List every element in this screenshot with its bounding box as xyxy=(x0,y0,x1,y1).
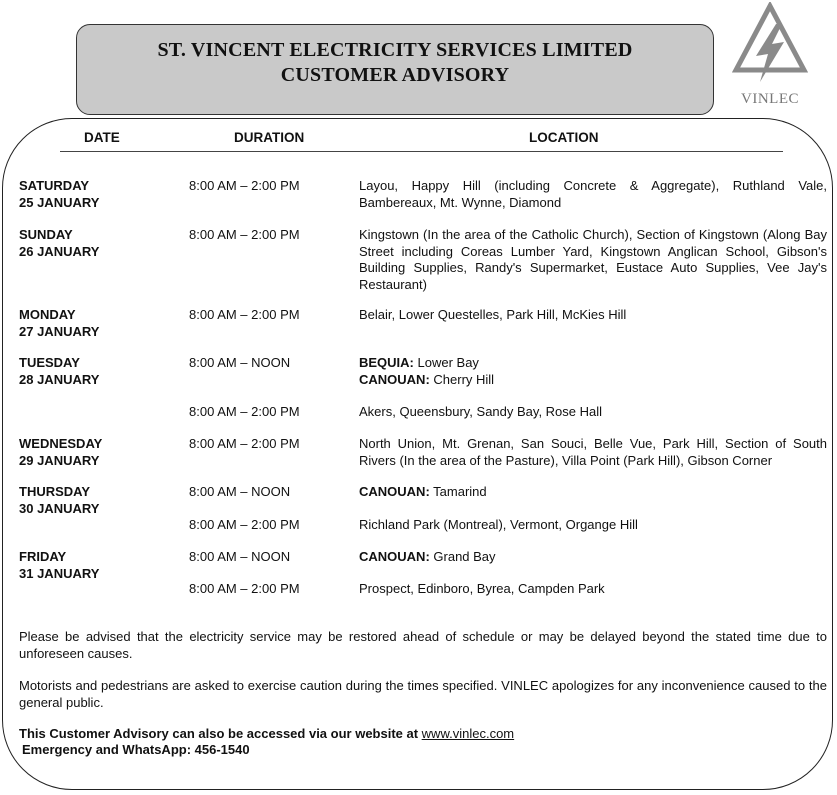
schedule-time: 8:00 AM – 2:00 PM xyxy=(189,436,300,451)
logo-text: VINLEC xyxy=(741,91,799,107)
schedule-location: Richland Park (Montreal), Vermont, Organge Hill xyxy=(359,517,638,532)
emergency-contact: Emergency and WhatsApp: 456-1540 xyxy=(22,742,250,757)
schedule-time: 8:00 AM – NOON xyxy=(189,484,291,499)
island-location: Grand Bay xyxy=(429,549,496,564)
day-date: 31 JANUARY xyxy=(19,565,100,581)
column-header-date: DATE xyxy=(84,130,120,145)
schedule-day xyxy=(19,355,169,388)
safety-notice: Motorists and pedestrians are asked to exercise caution during the times specified. VINLEC apologizes for any inconvenience caused to the general public. xyxy=(19,678,827,710)
day-name: WEDNESDAY xyxy=(19,436,103,451)
website-notice xyxy=(19,726,827,743)
day-name: SATURDAY xyxy=(19,178,90,193)
day-name: SUNDAY xyxy=(19,227,73,242)
day-name: THURSDAY xyxy=(19,484,91,499)
schedule-time: 8:00 AM – 2:00 PM xyxy=(189,178,300,193)
schedule-day xyxy=(19,549,169,582)
island-location: Tamarind xyxy=(429,484,487,499)
schedule-time: 8:00 AM – NOON xyxy=(189,549,291,564)
island-label: CANOUAN: xyxy=(359,371,430,387)
island-label: CANOUAN: xyxy=(359,484,430,499)
schedule-time: 8:00 AM – 2:00 PM xyxy=(189,404,300,419)
schedule-day xyxy=(19,307,169,340)
island-location: Cherry Hill xyxy=(429,371,495,387)
schedule-location: Belair, Lower Questelles, Park Hill, McKies Hill xyxy=(359,307,627,322)
schedule-location xyxy=(359,549,827,566)
advisory-header xyxy=(76,24,714,115)
schedule-location: Akers, Queensbury, Sandy Bay, Rose Hall xyxy=(359,404,603,419)
schedule-time: 8:00 AM – 2:00 PM xyxy=(189,307,300,322)
schedule-day xyxy=(19,484,169,517)
company-name: ST. VINCENT ELECTRICITY SERVICES LIMITED xyxy=(157,39,633,61)
day-date: 26 JANUARY xyxy=(19,243,100,259)
website-prefix: This Customer Advisory can also be accessed via our website at xyxy=(19,726,422,741)
island-location: Lower Bay xyxy=(413,355,479,370)
schedule-day xyxy=(19,178,169,211)
schedule-day xyxy=(19,436,169,469)
column-header-location: LOCATION xyxy=(529,130,599,145)
website-link[interactable]: www.vinlec.com xyxy=(421,726,515,741)
day-date: 28 JANUARY xyxy=(19,371,100,387)
schedule-disclaimer: Please be advised that the electricity service may be restored ahead of schedule or may be delayed beyond the stated time due to unforeseen causes. xyxy=(19,629,827,661)
day-date: 30 JANUARY xyxy=(19,500,100,516)
day-date: 29 JANUARY xyxy=(19,452,100,468)
header-divider xyxy=(60,151,783,152)
schedule-time: 8:00 AM – 2:00 PM xyxy=(189,581,300,596)
day-name: MONDAY xyxy=(19,307,76,322)
day-name: TUESDAY xyxy=(19,355,80,370)
schedule-location: Prospect, Edinboro, Byrea, Campden Park xyxy=(359,581,605,596)
schedule-location: North Union, Mt. Grenan, San Souci, Belle Vue, Park Hill, Section of South Rivers (In the area of the Pasture), Villa Point (Park Hill), Gibson Corner xyxy=(359,436,827,468)
advisory-title: CUSTOMER ADVISORY xyxy=(280,64,510,86)
schedule-time: 8:00 AM – NOON xyxy=(189,355,291,370)
schedule-location: Layou, Happy Hill (including Concrete & Aggregate), Ruthland Vale, Bambereaux, Mt. Wynne, Diamond xyxy=(359,178,827,210)
lightning-triangle-logo-icon xyxy=(732,2,808,92)
column-header-duration: DURATION xyxy=(234,130,305,145)
schedule-location xyxy=(359,484,827,501)
schedule-time: 8:00 AM – 2:00 PM xyxy=(189,227,300,242)
island-label: BEQUIA: xyxy=(359,355,414,370)
schedule-location xyxy=(359,355,827,388)
day-name: FRIDAY xyxy=(19,549,67,564)
day-date: 25 JANUARY xyxy=(19,194,100,210)
day-date: 27 JANUARY xyxy=(19,323,100,339)
schedule-day xyxy=(19,227,169,260)
schedule-location: Kingstown (In the area of the Catholic Church), Section of Kingstown (Along Bay Street including Coreas Lumber Yard, Kingstown Anglican School, Gibson's Building Supplies, Randy's Supermarket, Eustace Auto Supplies, Vee Jay's Restaurant) xyxy=(359,227,827,292)
island-label: CANOUAN: xyxy=(359,549,430,564)
vinlec-logo xyxy=(732,2,808,110)
schedule-time: 8:00 AM – 2:00 PM xyxy=(189,517,300,532)
